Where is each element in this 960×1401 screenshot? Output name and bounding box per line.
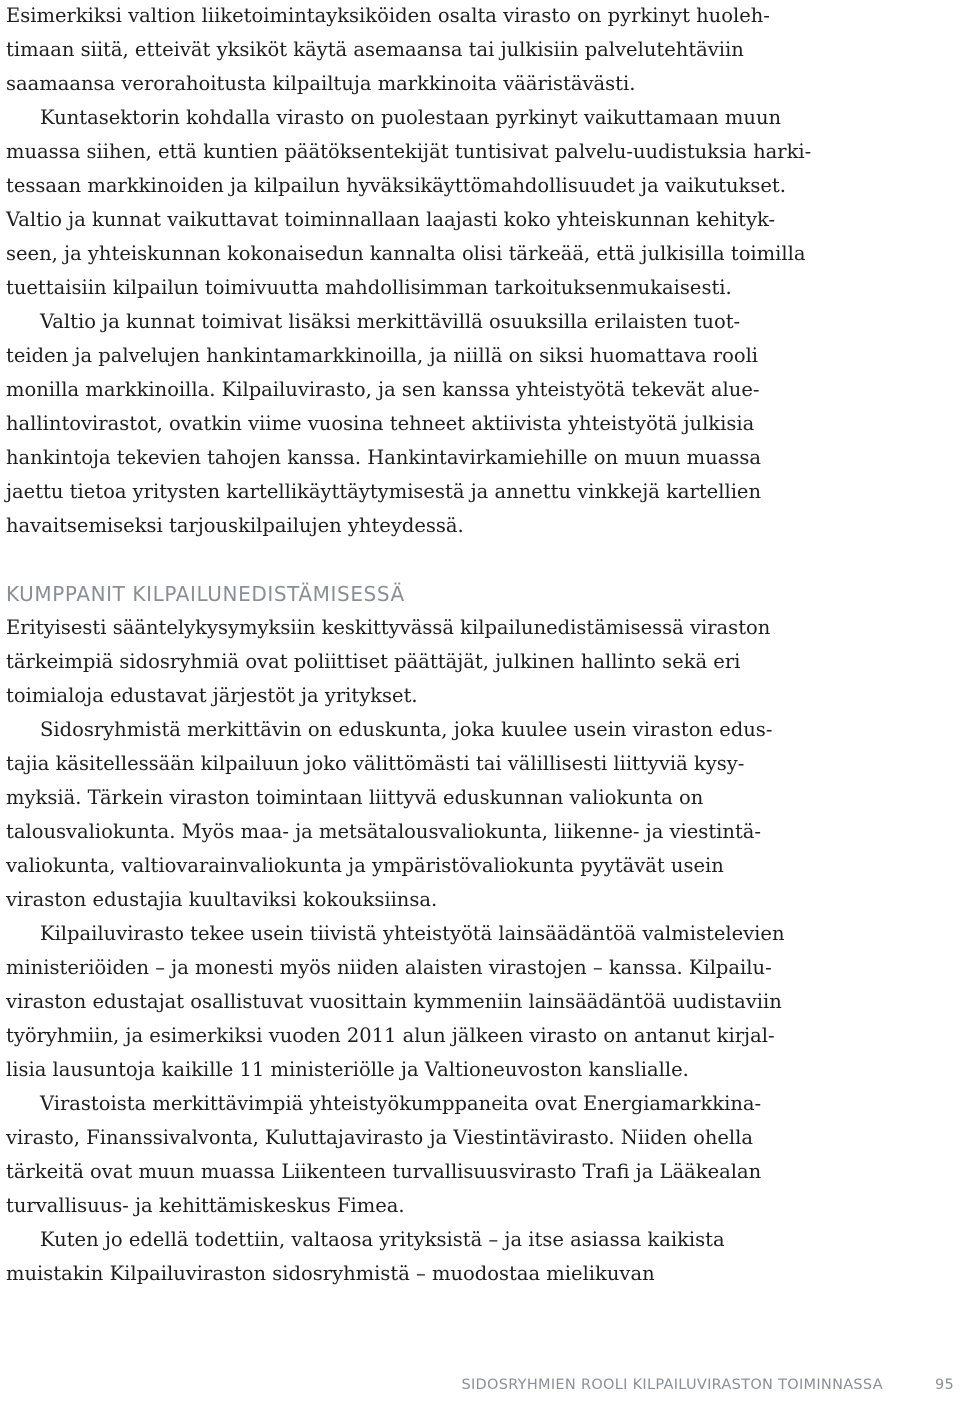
text-line: Virastoista merkittävimpiä yhteistyökumppaneita ovat Energiamarkkina- bbox=[40, 1092, 762, 1115]
text-line: tessaan markkinoiden ja kilpailun hyväksikäyttömahdollisuudet ja vaikutukset. bbox=[6, 174, 786, 197]
page-footer bbox=[461, 1377, 954, 1393]
page-body bbox=[6, 0, 956, 1291]
page-number: 95 bbox=[934, 1377, 954, 1393]
paragraph-3 bbox=[6, 305, 956, 543]
text-line: teiden ja palvelujen hankintamarkkinoilla, ja niillä on siksi huomattava rooli bbox=[6, 344, 759, 367]
paragraph-7 bbox=[6, 1087, 956, 1223]
paragraph-5 bbox=[6, 713, 956, 917]
paragraph-8 bbox=[6, 1223, 956, 1291]
text-line: hankintoja tekevien tahojen kanssa. Hankintavirkamiehille on muun muassa bbox=[6, 446, 761, 469]
text-line: tärkeimpiä sidosryhmiä ovat poliittiset päättäjät, julkinen hallinto sekä eri bbox=[6, 650, 741, 673]
text-line: viraston edustajat osallistuvat vuosittain kymmeniin lainsäädäntöä uudistaviin bbox=[6, 990, 782, 1013]
text-line: hallintovirastot, ovatkin viime vuosina tehneet aktiivista yhteistyötä julkisia bbox=[6, 412, 755, 435]
paragraph-2 bbox=[6, 101, 956, 305]
text-line: Esimerkiksi valtion liiketoimintayksiköiden osalta virasto on pyrkinyt huoleh- bbox=[6, 4, 770, 27]
text-line: Valtio ja kunnat toimivat lisäksi merkittävillä osuuksilla erilaisten tuot- bbox=[40, 310, 741, 333]
text-line: Valtio ja kunnat vaikuttavat toiminnallaan laajasti koko yhteiskunnan kehityk- bbox=[6, 208, 776, 231]
text-line: toimialoja edustavat järjestöt ja yritykset. bbox=[6, 684, 418, 707]
text-line: valiokunta, valtiovarainvaliokunta ja ympäristövaliokunta pyytävät usein bbox=[6, 854, 724, 877]
text-line: Kuten jo edellä todettiin, valtaosa yrityksistä – ja itse asiassa kaikista bbox=[40, 1228, 725, 1251]
text-line: myksiä. Tärkein viraston toimintaan liittyvä eduskunnan valiokunta on bbox=[6, 786, 704, 809]
text-line: turvallisuus- ja kehittämiskeskus Fimea. bbox=[6, 1194, 405, 1217]
text-line: muassa siihen, että kuntien päätöksentekijät tuntisivat palvelu-uudistuksia harki- bbox=[6, 140, 812, 163]
text-line: monilla markkinoilla. Kilpailuvirasto, ja sen kanssa yhteistyötä tekevät alue- bbox=[6, 378, 760, 401]
text-line: havaitsemiseksi tarjouskilpailujen yhteydessä. bbox=[6, 514, 464, 537]
text-line: tärkeitä ovat muun muassa Liikenteen turvallisuusvirasto Trafi ja Lääkealan bbox=[6, 1160, 762, 1183]
text-line: talousvaliokunta. Myös maa- ja metsätalousvaliokunta, liikenne- ja viestintä- bbox=[6, 820, 761, 843]
text-line: Sidosryhmistä merkittävin on eduskunta, joka kuulee usein viraston edus- bbox=[40, 718, 773, 741]
paragraph-1 bbox=[6, 0, 956, 101]
text-line: saamaansa verorahoitusta kilpailtuja markkinoita vääristävästi. bbox=[6, 72, 636, 95]
text-line: jaettu tietoa yritysten kartellikäyttäytymisestä ja annettu vinkkejä kartellien bbox=[6, 480, 762, 503]
text-line: ministeriöiden – ja monesti myös niiden alaisten virastojen – kanssa. Kilpailu- bbox=[6, 956, 772, 979]
text-line: timaan siitä, etteivät yksiköt käytä asemaansa tai julkisiin palvelutehtäviin bbox=[6, 38, 744, 61]
text-line: virasto, Finanssivalvonta, Kuluttajavirasto ja Viestintävirasto. Niiden ohella bbox=[6, 1126, 754, 1149]
text-line: tuettaisiin kilpailun toimivuutta mahdollisimman tarkoituksenmukaisesti. bbox=[6, 276, 732, 299]
text-line: muistakin Kilpailuviraston sidosryhmistä – muodostaa mielikuvan bbox=[6, 1262, 655, 1285]
running-title: SIDOSRYHMIEN ROOLI KILPAILUVIRASTON TOIMINNASSA bbox=[461, 1377, 883, 1393]
text-line: Erityisesti sääntelykysymyksiin keskittyvässä kilpailunedistämisessä viraston bbox=[6, 616, 771, 639]
text-line: Kilpailuvirasto tekee usein tiivistä yhteistyötä lainsäädäntöä valmistelevien bbox=[40, 922, 785, 945]
section-heading: KUMPPANIT KILPAILUNEDISTÄMISESSÄ bbox=[6, 582, 405, 606]
text-line: viraston edustajia kuultaviksi kokouksiinsa. bbox=[6, 888, 438, 911]
text-line: työryhmiin, ja esimerkiksi vuoden 2011 alun jälkeen virasto on antanut kirjal- bbox=[6, 1024, 775, 1047]
text-line: tajia käsitellessään kilpailuun joko välittömästi tai välillisesti liittyviä kysy- bbox=[6, 752, 745, 775]
text-line: lisia lausuntoja kaikille 11 ministeriölle ja Valtioneuvoston kanslialle. bbox=[6, 1058, 689, 1081]
text-line: seen, ja yhteiskunnan kokonaisedun kannalta olisi tärkeää, että julkisilla toimilla bbox=[6, 242, 806, 265]
paragraph-6 bbox=[6, 917, 956, 1087]
paragraph-4 bbox=[6, 611, 956, 713]
text-line: Kuntasektorin kohdalla virasto on puolestaan pyrkinyt vaikuttamaan muun bbox=[40, 106, 782, 129]
